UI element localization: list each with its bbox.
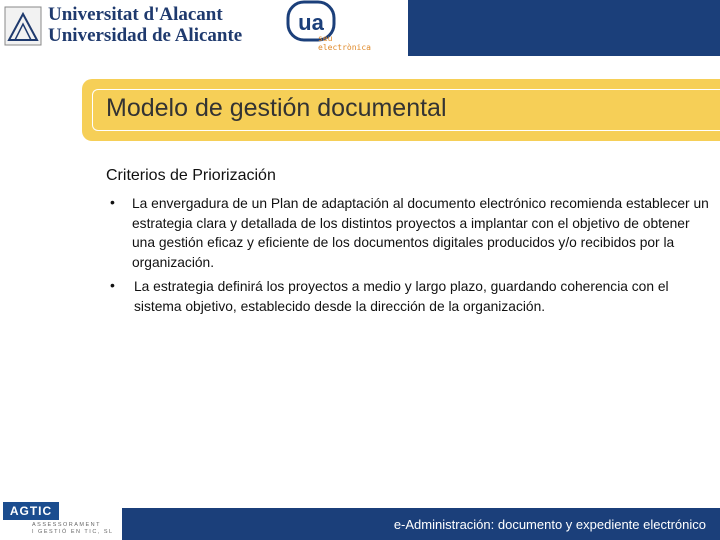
header-band bbox=[408, 0, 720, 56]
bullet-text: La estrategia definirá los proyectos a medio y largo plazo, guardando coherencia con el sistema objetivo, establecido desde la dirección de la organización. bbox=[134, 279, 669, 314]
agtic-tagline bbox=[32, 522, 114, 536]
seu-caption bbox=[318, 34, 371, 52]
university-emblem-icon bbox=[4, 6, 42, 46]
agtic-logo: AGTIC bbox=[3, 502, 59, 520]
footer-caption: e-Administración: documento y expediente electrónico bbox=[393, 517, 706, 532]
seu-logo-text: ua bbox=[298, 10, 324, 35]
agtic-tagline-line1: ASSESSORAMENT bbox=[32, 522, 102, 528]
university-logo bbox=[0, 0, 243, 56]
footer-band bbox=[122, 508, 720, 540]
university-name-line1: Universitat d'Alacant bbox=[48, 4, 223, 25]
seu-electronica-logo bbox=[284, 0, 408, 56]
university-name bbox=[48, 4, 242, 46]
bullet-marker: • bbox=[110, 277, 115, 293]
university-name-line2: Universidad de Alicante bbox=[48, 25, 243, 46]
seu-caption-line1: seu bbox=[318, 34, 333, 43]
slide-title: Modelo de gestión documental bbox=[106, 94, 447, 122]
section-subtitle: Criterios de Priorización bbox=[106, 167, 276, 184]
seu-caption-line2: electrònica bbox=[318, 43, 371, 52]
agtic-tagline-line2: I GESTIÓ EN TIC, SL bbox=[32, 529, 114, 535]
bullet-marker: • bbox=[110, 194, 115, 210]
bullet-text: La envergadura de un Plan de adaptación al documento electrónico recomienda establecer un estrategia clara y detallada de los distintos proyectos a implantar con el objetivo de obtener una gestión eficaz y eficiente de los documentos digitales producidos y/o recibidos por la organización. bbox=[132, 196, 709, 270]
header bbox=[0, 0, 720, 56]
